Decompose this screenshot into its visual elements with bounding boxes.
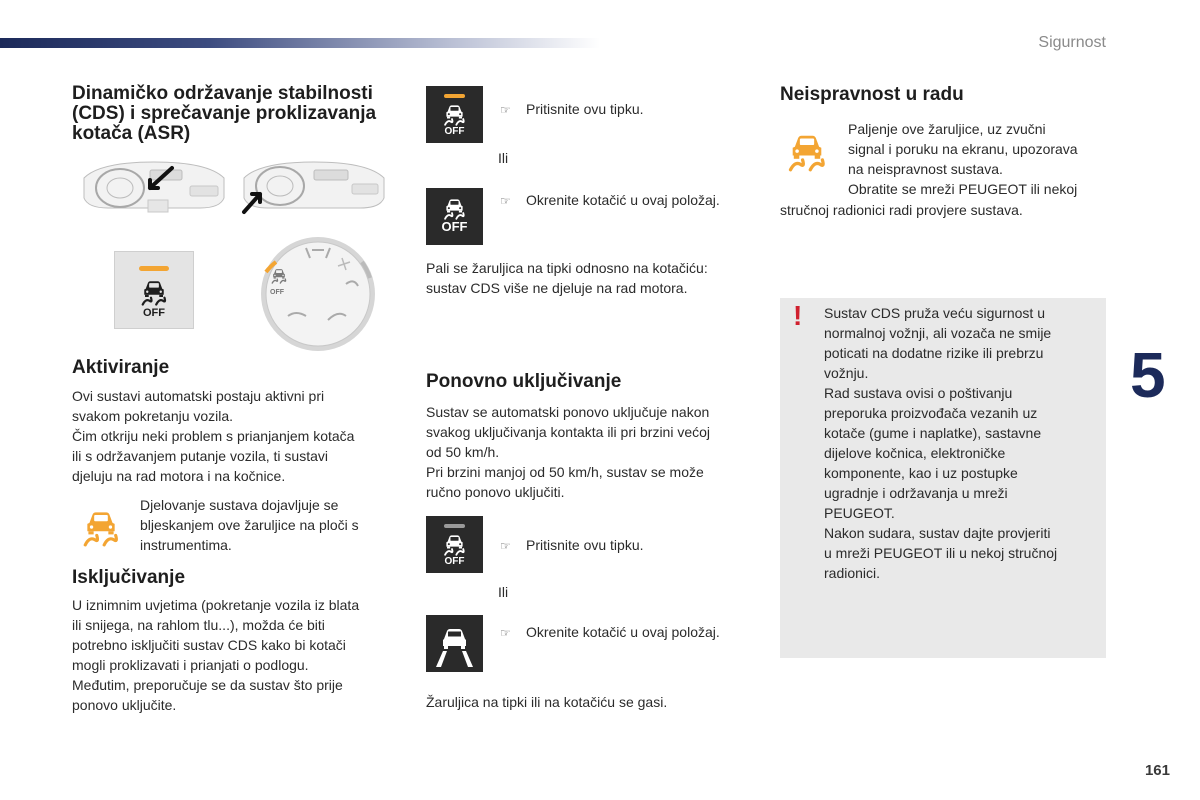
or-label-2: Ili bbox=[498, 584, 509, 600]
chapter-number: 5 bbox=[1130, 339, 1166, 411]
step-press-button-2: ☞ Pritisnite ovu tipku. bbox=[500, 537, 644, 553]
svg-text:OFF: OFF bbox=[270, 289, 284, 296]
reactivation-text: Sustav se automatski ponovo uključuje nakon svakog uključivanja kontakta ili pri brzini većoj od 50 km/h. Pri brzini manjoj od 50 km/h, sustav se može ručno ponovo uključiti. bbox=[426, 404, 711, 500]
warning-text: Sustav CDS pruža veću sigurnost u normalnoj vožnji, ali vozača ne smije poticati na dodatne rizike ili prebrzu vožnju. Rad sustava ovisi o poštivanju preporuka proizvođača vezanih uz kotače (gume i naplatke), sastavne dijelove kočnica, elektroničke komponente, kao i uz postupke ugradnje i održavanja u mreži PEUGEOT. Nakon sudara, sustav dajte provjeriti u mreži PEUGEOT ili u nekoj stručnoj radionici. bbox=[824, 305, 1058, 581]
or-label-1: Ili bbox=[498, 150, 509, 166]
skid-car-icon bbox=[139, 276, 169, 306]
dial-off-position-icon: OFF bbox=[426, 188, 483, 245]
dashboard-illustration-1 bbox=[80, 158, 228, 218]
cds-off-button-illustration: OFF bbox=[114, 251, 194, 329]
heading-activation: Aktiviranje bbox=[72, 357, 170, 378]
reactivation-result: Žaruljica na tipki ili na kotačiću se gasi. bbox=[426, 694, 668, 710]
cds-button-off-icon: OFF bbox=[426, 516, 483, 573]
skid-warning-lamp-icon bbox=[80, 504, 122, 548]
skid-malfunction-lamp-icon bbox=[785, 127, 829, 173]
malfunction-text: Paljenje ove žaruljice, uz zvučni signal i poruku na ekranu, upozorava na neispravnost sustava. Obratite se mreži PEUGEOT ili nekoj bbox=[848, 121, 1078, 197]
heading-deactivation: Isključivanje bbox=[72, 567, 186, 588]
section-label: Sigurnost bbox=[1038, 34, 1106, 51]
activation-note: Djelovanje sustava dojavljuje se bljeskanjem ove žaruljice na ploči s instrumentima. bbox=[140, 497, 359, 553]
button-indicator-lamp bbox=[139, 266, 169, 271]
cds-selector-dial-illustration bbox=[254, 234, 382, 354]
page-number: 161 bbox=[1144, 762, 1170, 779]
malfunction-text-end: stručnoj radionici radi provjere sustava. bbox=[780, 202, 1023, 218]
step-turn-dial-2: ☞ Okrenite kotačić u ovaj položaj. bbox=[500, 624, 720, 640]
car-road-icon bbox=[426, 615, 483, 672]
heading-reactivation: Ponovno uključivanje bbox=[426, 371, 622, 392]
dial-normal-position-icon bbox=[426, 615, 483, 672]
cds-button-on-icon: OFF bbox=[426, 86, 483, 143]
heading-malfunction: Neispravnost u radu bbox=[780, 84, 964, 105]
warning-icon: ! bbox=[793, 300, 803, 331]
activation-text: Ovi sustavi automatski postaju aktivni pri svakom pokretanju vozila. Čim otkriju neki problem s prianjanjem kotača ili s održavanjem putanje vozila, ti sustavi djeluju na rad motora i na kočnice. bbox=[72, 388, 355, 484]
header-bar bbox=[0, 38, 600, 48]
step-press-button: ☞ Pritisnite ovu tipku. bbox=[500, 101, 644, 117]
step-turn-dial: ☞ Okrenite kotačić u ovaj položaj. bbox=[500, 192, 720, 208]
deactivation-text: U iznimnim uvjetima (pokretanje vozila iz blata ili snijega, na rahlom tlu...), možda će biti potrebno isključiti sustav CDS kako bi kotači mogli proklizavati i prianjati o podlogu. Međutim, preporučuje se da sustav što prije ponovo uključite. bbox=[72, 597, 360, 713]
page-title: Dinamičko održavanje stabilnosti (CDS) i sprečavanje proklizavanja kotača (ASR) bbox=[72, 83, 377, 144]
deactivation-result: Pali se žaruljica na tipki odnosno na kotačiću: sustav CDS više ne djeluje na rad motora. bbox=[426, 260, 708, 296]
dashboard-illustration-2 bbox=[240, 158, 388, 218]
